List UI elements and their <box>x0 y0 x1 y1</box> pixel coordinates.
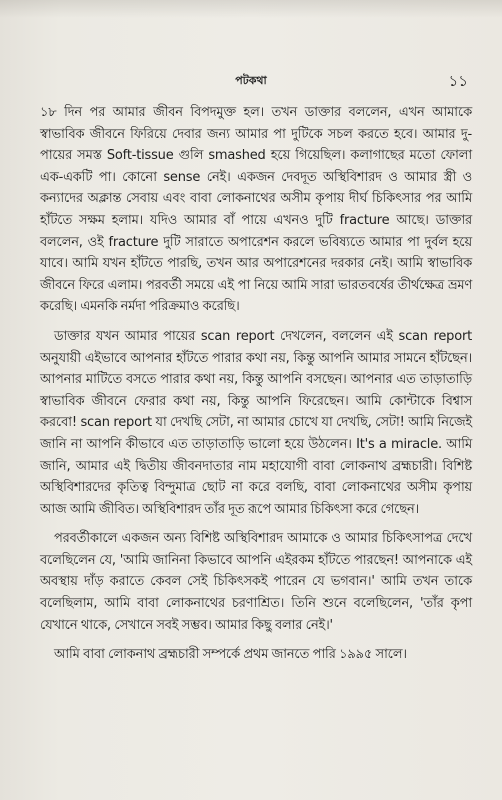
header-title: পটকথা <box>235 74 267 87</box>
page-number: ১১ <box>448 72 468 90</box>
page-top-shadow <box>0 0 502 18</box>
running-header <box>0 70 502 90</box>
paragraph-4: আমি বাবা লোকনাথ ব্রহ্মচারী সম্পর্কে প্রথম জানতে পারি ১৯৯৫ সালে। <box>54 647 407 663</box>
paragraph-1: ১৮ দিন পর আমার জীবন বিপদমুক্ত হল। তখন ডাক্তার বললেন, এখন আমাকে স্বাভাবিক জীবনে ফিরিয়ে দেবার জন্য আমার পা দুটিকে সচল করতে হবে। আমার দু-পায়ের সমস্ত Soft-tissue গুলি smashed হয়ে গিয়েছিল। কলাগাছের মতো ফোলা এক-একটি পা। কোনো sense নেই। একজন দেবদূত অস্থিবিশারদ ও আমার স্ত্রী ও কন্যাদের অক্লান্ত সেবায় এবং বাবা লোকনাথের অসীম কৃপায় দীর্ঘ চিকিৎসার পর আমি হাঁটতে সক্ষম হলাম। যদিও আমার বাঁ পায়ে এখনও দুটি fracture আছে। ডাক্তার বললেন, ওই fracture দুটি সারাতে অপারেশন করলে ভবিষ্যতে আমার পা দুর্বল হয়ে যাবে। আমি যখন হাঁটতে পারছি, তখন আর অপারেশনের দরকার নেই। আমি স্বাভাবিক জীবনে ফিরে এলাম। পরবর্তী সময়ে এই পা নিয়ে আমি সারা ভারতবর্ষের তীর্থক্ষেত্র ভ্রমণ করেছি। এমনকি নর্মদা পরিক্রমাও করেছি। <box>40 105 472 315</box>
paragraph-2: ডাক্তার যখন আমার পায়ের scan report দেখলেন, বললেন এই scan report অনুযায়ী এইভাবে আপনার হাঁটতে পারার কথা নয়, কিন্তু আপনি আমার সামনে হাঁটছেন। আপনার মাটিতে বসতে পারার কথা নয়, কিন্তু আপনি বসছেন। আপনার এত তাড়াতাড়ি স্বাভাবিক জীবনে ফেরার কথা নয়, কিন্তু আপনি ফিরেছেন। আমি কোন্টাকে বিশ্বাস করবো! scan report যা দেখছি সেটা, না আমার চোখে যা দেখছি, সেটা! আমি নিজেই জানি না আপনি কীভাবে এত তাড়াতাড়ি ভালো হয়ে উঠলেন। It's a miracle. আমি জানি, আমার এই দ্বিতীয় জীবনদাতার নাম মহাযোগী বাবা লোকনাথ ব্রহ্মচারী। বিশিষ্ট অস্থিবিশারদের কৃতিত্ব বিন্দুমাত্র ছোট না করে বলছি, বাবা লোকনাথের অসীম কৃপায় আজ আমি জীবিত। অস্থিবিশারদ তাঁর দূত রূপে আমার চিকিৎসা করে গেছেন। <box>40 328 472 517</box>
body-text <box>40 102 472 674</box>
paragraph-3: পরবর্তীকালে একজন অন্য বিশিষ্ট অস্থিবিশারদ আমাকে ও আমার চিকিৎসাপত্র দেখে বলেছিলেন যে, 'আমি জানিনা কিভাবে আপনি এইরকম হাঁটতে পারছেন! আপনাকে এই অবস্থায় দাঁড় করাতে কেবল সেই চিকিৎসকই পারেন যে ভগবান।' আমি তখন তাকে বলেছিলাম, আমি বাবা লোকনাথের চরণাশ্রিত। তিনি শুনে বলেছিলেন, 'তাঁর কৃপা যেখানে থাকে, সেখানে সবই সম্ভব। আমার কিছু বলার নেই।' <box>40 531 472 633</box>
